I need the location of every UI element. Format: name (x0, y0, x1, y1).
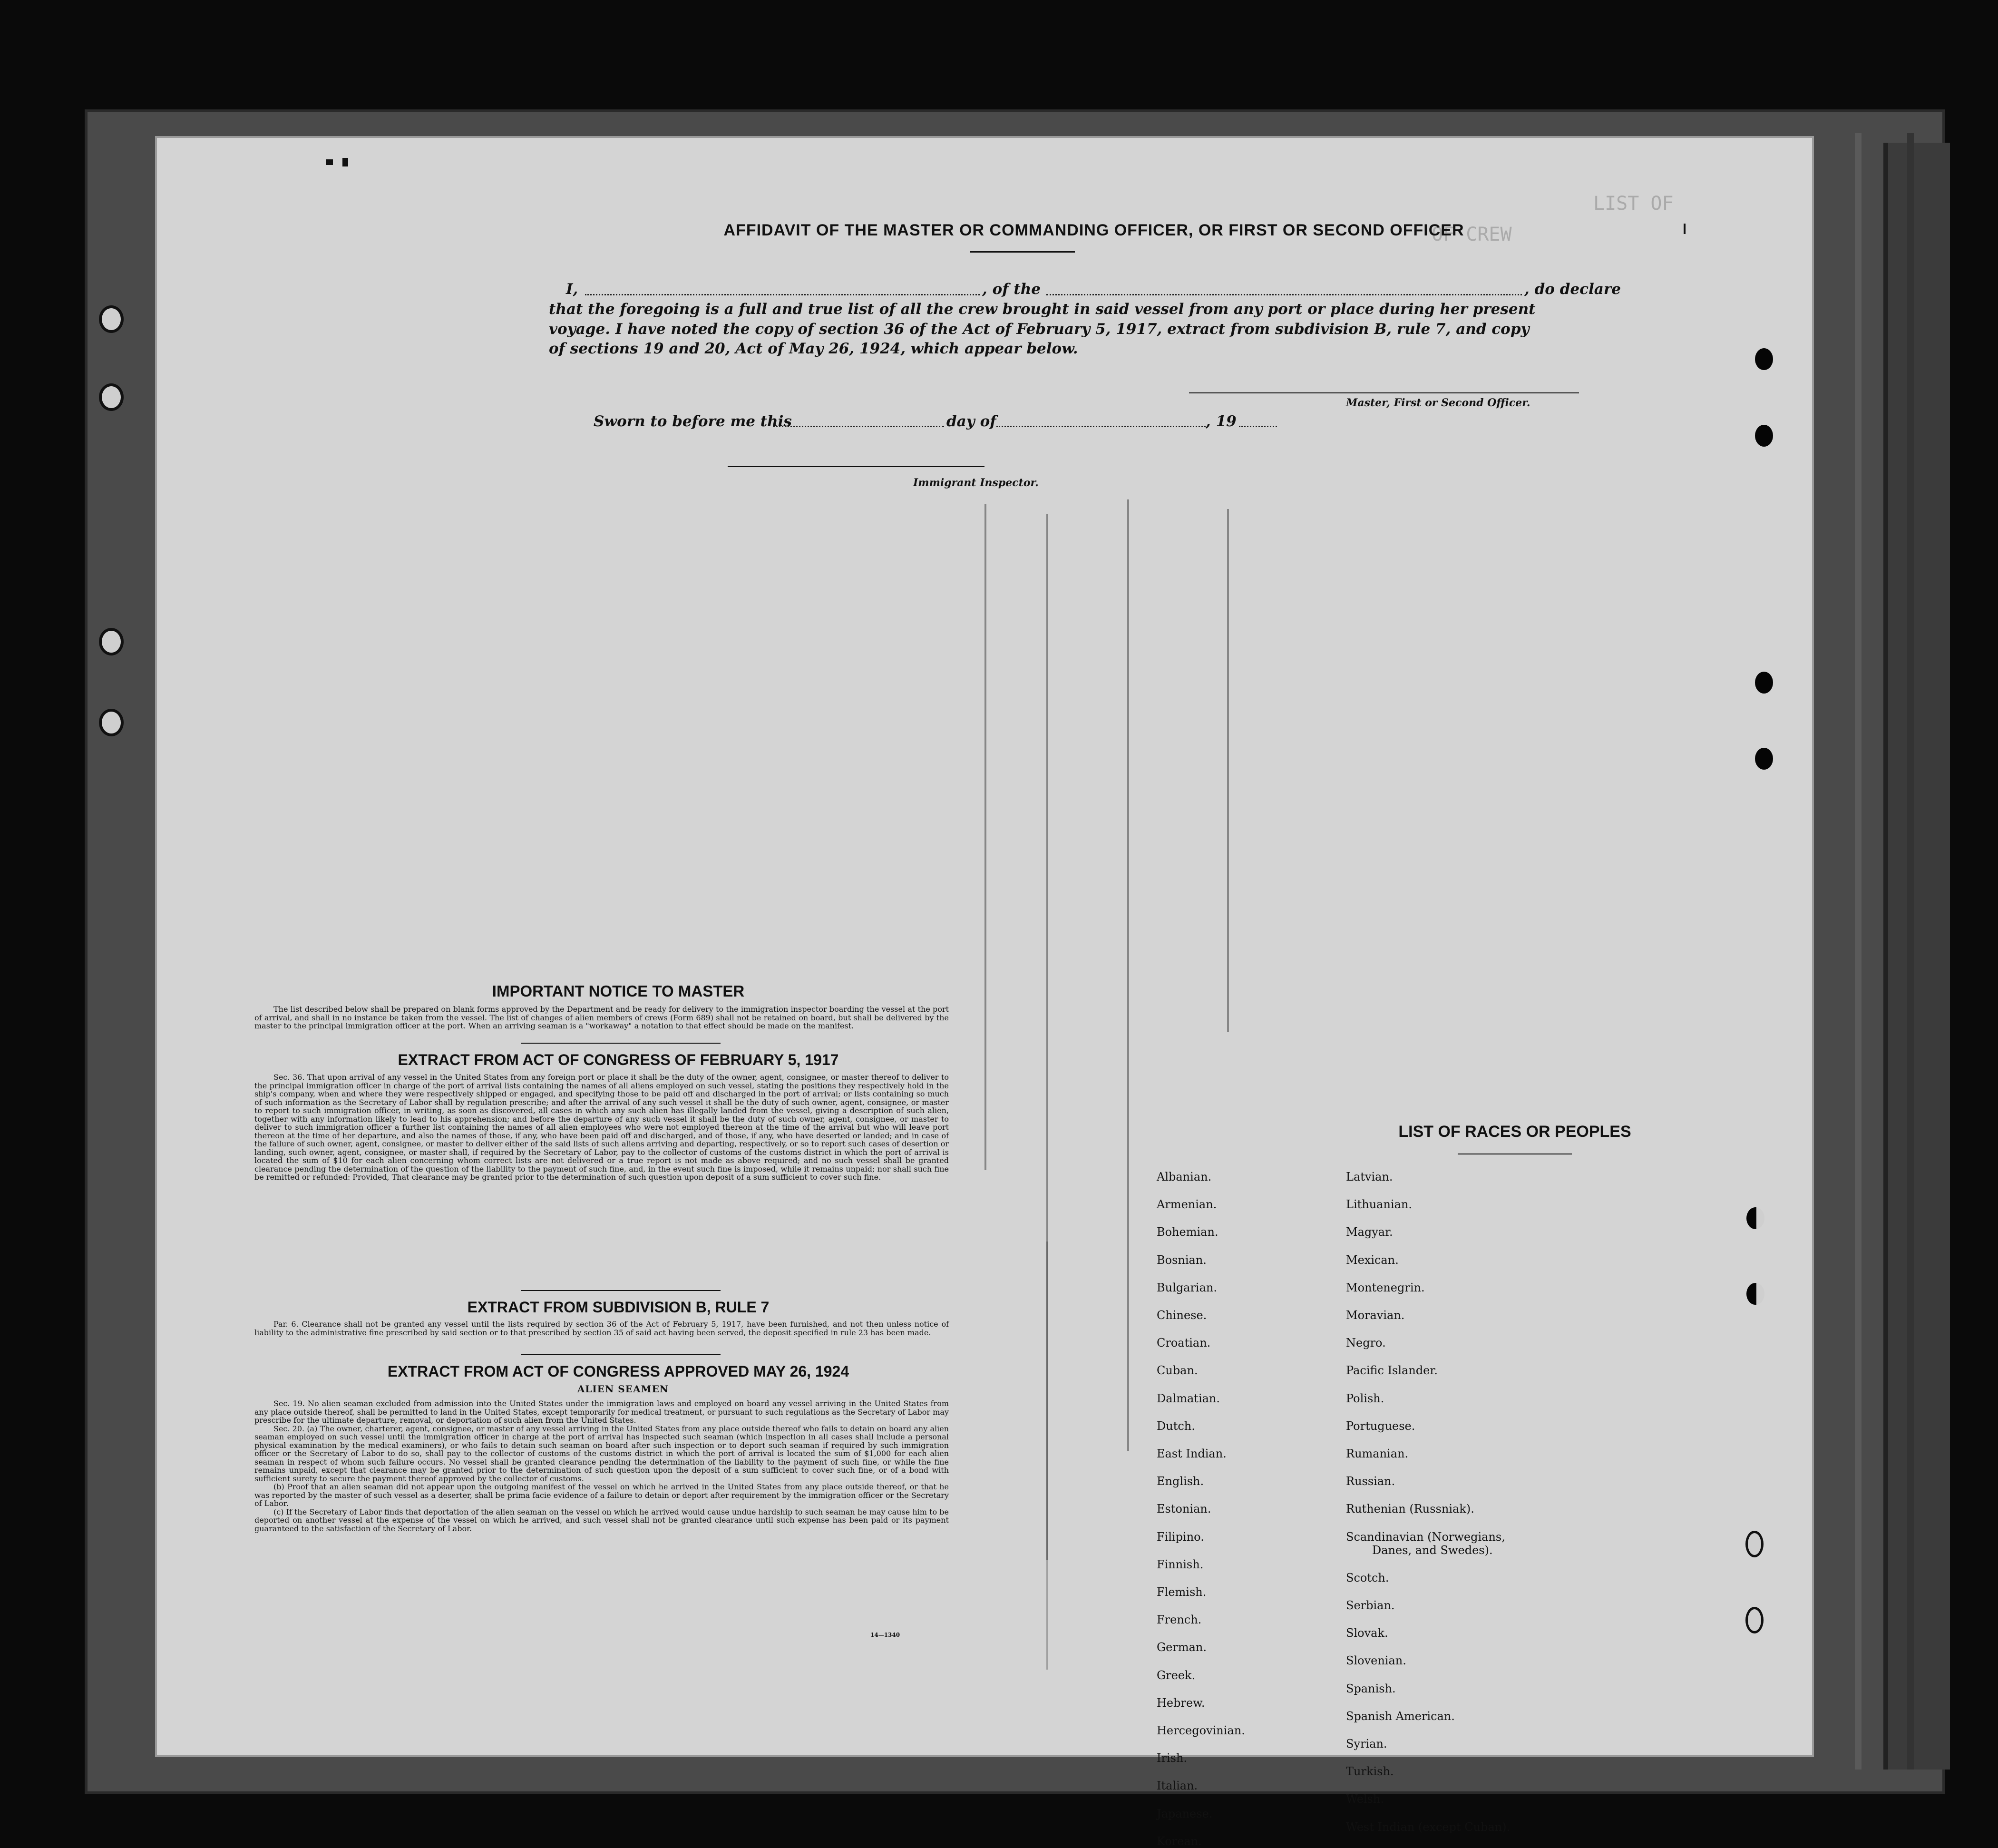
binder-hole (99, 628, 124, 655)
affidavit-line-4: of sections 19 and 20, Act of May 26, 1924, which appear below. (549, 340, 1078, 357)
race-item: Slovenian. (1346, 1654, 1406, 1668)
race-item: Serbian. (1346, 1599, 1395, 1612)
race-item: Welsh. (1346, 1792, 1384, 1806)
race-item: Japanese. (1157, 1807, 1213, 1820)
race-item: Spanish. (1346, 1682, 1396, 1695)
race-item: Flemish. (1157, 1585, 1207, 1599)
race-item: Hercegovinian. (1157, 1724, 1245, 1737)
race-item: German. (1157, 1641, 1207, 1654)
extract-1917-title: EXTRACT FROM ACT OF CONGRESS OF FEBRUARY 5, 1917 (398, 1051, 839, 1068)
extract-1924-title: EXTRACT FROM ACT OF CONGRESS APPROVED MAY 26, 1924 (387, 1363, 849, 1380)
binder-hole (1745, 1531, 1764, 1557)
race-item: Moravian. (1346, 1309, 1405, 1322)
sworn-day-blank[interactable] (773, 426, 944, 427)
race-item: Scotch. (1346, 1571, 1389, 1584)
race-item: Latvian. (1346, 1170, 1393, 1183)
race-item: Polish. (1346, 1391, 1384, 1405)
affidavit-i: I, (566, 281, 578, 298)
inspector-signature-line[interactable] (728, 466, 984, 467)
bleed-through-text: LIST OF (1593, 193, 1674, 215)
race-item: Dalmatian. (1157, 1391, 1220, 1405)
notice-title: IMPORTANT NOTICE TO MASTER (492, 982, 745, 1000)
binder-hole (1755, 672, 1773, 694)
race-item: Mexican. (1346, 1253, 1399, 1267)
race-item: West Indian (except Cuban). (1346, 1820, 1511, 1834)
race-item: Bohemian. (1157, 1225, 1218, 1239)
page-stack-edge-line (1855, 133, 1862, 1770)
binder-hole (1746, 1207, 1764, 1229)
sec-36-paragraph: Sec. 36. That upon arrival of any vessel in the United States from any foreign port or place it shall be the duty of the owner, agent, consignee, or master thereof to deliver to the principal immigration officer in charge of the port of arrival lists containing the names of all aliens employed on such vessel, stating the positions they respectively hold in the ship's company, when and where they were respectively shipped or engaged, and specifying those to be paid off and discharged in the port of arrival; or lists containing so much of such information as the Secretary of Labor shall by regulation prescribe; and after the arrival of any such vessel it shall be the duty of such owner, agent, consignee, or master to report to such immigration officer, in writing, as soon as discovered, all cases in which any such alien has illegally landed from the vessel, giving a description of such alien, together with any information likely to lead to his apprehension; and before the departure of any such vessel it shall be the duty of such owner, agent, consignee, or master to deliver to such immigration officer a further list containing the names of all alien employees who were not employed thereon at the time of the arrival but who will leave port thereon at the time of her departure, and also the names of those, if any, who have been paid off and discharged, and of those, if any, who have deserted or landed; and in case of the failure of such owner, agent, consignee, or master to deliver either of the said lists of such aliens arriving and departing, respectively, or so to report such cases of desertion or landing, such owner, agent, consignee, or master shall, if required by the Secretary of Labor, pay to the collector of customs of the customs district in which the port of arrival is located the sum of $10 for each alien concerning whom correct lists are not delivered or a true report is not made as above required; and no such vessel shall be granted clearance pending the determination of the question of the liability to the payment of such fine, and, in the event such fine is imposed, while it remains unpaid; nor shall such fine be remitted or refunded: Provided, That clearance may be granted prior to the determination of such question upon deposit of a sum sufficient to cover such fine. (254, 1073, 949, 1182)
extract-1917-body (254, 1073, 949, 1182)
divider (521, 1290, 721, 1291)
notice-body (254, 1005, 949, 1030)
title-underline (970, 251, 1075, 253)
race-item: Estonian. (1157, 1502, 1211, 1516)
ink-mark (342, 158, 348, 166)
bleed-through-rule (984, 504, 986, 1170)
sworn-day-label: day of (946, 413, 996, 430)
affidavit-title: AFFIDAVIT OF THE MASTER OR COMMANDING OFFICER, OR FIRST OR SECOND OFFICER (723, 221, 1464, 239)
race-item: Irish. (1157, 1751, 1188, 1765)
sec-20b-paragraph: (b) Proof that an alien seaman did not appear upon the outgoing manifest of the vessel on which he arrived in the United States from any place outside thereof, or that he was reported by the master of such vessel as a deserter, shall be prima facie evidence of a failure to detain or deport after requirement by the immigration officer or the Secretary of Labor. (254, 1482, 949, 1508)
bleed-through-rule (1127, 499, 1129, 1451)
binder-hole (99, 383, 124, 411)
race-item: Slovak. (1346, 1626, 1388, 1640)
master-signature-line[interactable] (1189, 392, 1579, 393)
race-item: Greek. (1157, 1668, 1196, 1682)
race-item: Armenian. (1157, 1198, 1217, 1212)
binder-hole (99, 305, 124, 333)
bleed-through-text: OF CREW (1432, 224, 1512, 245)
sec-19-paragraph: Sec. 19. No alien seaman excluded from admission into the United States under the immigration laws and employed on board any vessel arriving in the United States from any place outside thereof, shall be permitted to land in the United States, except temporarily for medical treatment, or pursuant to such regulations as the Secretary of Labor may prescribe for the ultimate departure, removal, or deportation of such alien from the United States. (254, 1399, 949, 1425)
affidavit-do-declare: , do declare (1524, 281, 1621, 298)
binder-hole (99, 709, 124, 736)
race-item: Turkish. (1346, 1765, 1394, 1779)
race-item: Danes, and Swedes). (1372, 1543, 1493, 1557)
race-item: Syrian. (1346, 1737, 1387, 1750)
race-item: Negro. (1346, 1336, 1386, 1350)
manifest-page (157, 138, 1812, 1848)
race-item: Russian. (1346, 1475, 1395, 1488)
bleed-through-rule (1046, 1242, 1048, 1670)
extract-rule7-title: EXTRACT FROM SUBDIVISION B, RULE 7 (467, 1299, 770, 1316)
sworn-year-label: , 19 (1206, 413, 1237, 430)
binder-hole (1755, 425, 1773, 447)
sworn-year-blank[interactable] (1239, 426, 1277, 427)
ink-mark (1684, 224, 1686, 234)
race-item: Portuguese. (1346, 1419, 1415, 1433)
master-signature-label: Master, First or Second Officer. (1346, 397, 1530, 409)
race-item: Montenegrin. (1346, 1281, 1425, 1294)
race-item: Cuban. (1157, 1364, 1198, 1378)
race-item: Lithuanian. (1346, 1198, 1413, 1212)
race-item: Hebrew. (1157, 1696, 1205, 1710)
page-stack-edge-line (1907, 133, 1914, 1770)
race-item: Scandinavian (Norwegians, (1346, 1530, 1505, 1544)
alien-seamen-subtitle: ALIEN SEAMEN (577, 1383, 669, 1395)
race-item: Magyar. (1346, 1225, 1393, 1239)
race-item: Croatian. (1157, 1336, 1211, 1350)
notice-paragraph: The list described below shall be prepared on blank forms approved by the Department and be ready for delivery to the immigration inspector boarding the vessel at the port of arrival, and shall in no instance be taken from the vessel. The list of changes of alien members of crews (Form 689) shall not be retained on board, but shall be delivered by the master to the principal immigration officer at the port. When an arriving seaman is a "workaway" a notation to that effect should be made on the manifest. (254, 1005, 949, 1030)
race-item: Korean. (1157, 1834, 1202, 1848)
binder-hole (1745, 1607, 1764, 1633)
sec-20a-paragraph: Sec. 20. (a) The owner, charterer, agent, consignee, or master of any vessel arriving in the United States from any place outside thereof who fails to detain on board any alien seaman employed on such vessel until the immigration officer in charge at the port of arrival has inspected such seaman (which inspection in all cases shall include a personal physical examination by the medical examiners), or who fails to detain such seaman on board after such inspection or to deport such seaman if required by such immigration officer or the Secretary of Labor to do so, shall pay to the collector of customs of the customs district in which the port of arrival is located the sum of $1,000 for each alien seaman in respect of whom such failure occurs. No vessel shall be granted clearance pending the determination of the liability to the payment of such fine, or while the fine remains unpaid, except that clearance may be granted prior to the determination of such question upon the deposit of a sum sufficient to cover such fine, or of a bond with sufficient surety to secure the payment thereof approved by the collector of customs. (254, 1424, 949, 1483)
race-item: Ruthenian (Russniak). (1346, 1502, 1474, 1516)
races-title: LIST OF RACES OR PEOPLES (1398, 1123, 1631, 1141)
page-stack-edge (1883, 143, 1950, 1770)
race-item: Bulgarian. (1157, 1281, 1217, 1294)
binder-hole (1755, 748, 1773, 770)
extract-1924-body (254, 1399, 949, 1533)
name-blank[interactable] (585, 294, 980, 295)
ink-mark (326, 159, 333, 165)
binder-hole (1755, 348, 1773, 370)
sworn-month-blank[interactable] (996, 426, 1206, 427)
bleed-through-rule (1227, 509, 1229, 1032)
divider (521, 1354, 721, 1355)
race-item: Chinese. (1157, 1309, 1207, 1322)
race-item: English. (1157, 1475, 1204, 1488)
race-item: Albanian. (1157, 1170, 1212, 1183)
race-item: Pacific Islander. (1346, 1364, 1438, 1378)
sworn-prefix: Sworn to before me this (594, 413, 792, 430)
race-item: Spanish American. (1346, 1709, 1455, 1723)
race-item: East Indian. (1157, 1447, 1227, 1460)
race-item: French. (1157, 1613, 1202, 1627)
sec-20c-paragraph: (c) If the Secretary of Labor finds that deportation of the alien seaman on the vessel on which he arrived would cause undue hardship to such seaman he may cause him to be deported on another vessel at the expense of the vessel on which he arrived, and such vessel shall not be granted clearance until such expense has been paid or its payment guaranteed to the satisfaction of the Secretary of Labor. (254, 1507, 949, 1533)
binder-hole (1746, 1283, 1764, 1305)
affidavit-of-the: , of the (982, 281, 1041, 298)
inspector-label: Immigrant Inspector. (913, 477, 1039, 489)
race-item: Finnish. (1157, 1557, 1204, 1571)
divider (521, 1043, 721, 1044)
race-item: Italian. (1157, 1779, 1198, 1793)
race-item: Filipino. (1157, 1530, 1204, 1544)
form-number: 14—1340 (870, 1632, 900, 1638)
par-6-paragraph: Par. 6. Clearance shall not be granted any vessel until the lists required by section 36 of the Act of February 5, 1917, have been furnished, and not then unless notice of liability to the administrative fine prescribed by said section or to that prescribed by section 35 of said act having been served, the deposit specified in rule 23 has been made. (254, 1320, 949, 1337)
race-item: Bosnian. (1157, 1253, 1207, 1267)
affidavit-line-2: that the foregoing is a full and true list of all the crew brought in said vessel from any port or place during her present (549, 301, 1536, 318)
vessel-blank[interactable] (1046, 294, 1522, 295)
affidavit-line-3: voyage. I have noted the copy of section 36 of the Act of February 5, 1917, extract from subdivision B, rule 7, and copy (549, 321, 1530, 338)
extract-rule7-body (254, 1320, 949, 1337)
race-item: Rumanian. (1346, 1447, 1409, 1460)
race-item: Dutch. (1157, 1419, 1195, 1433)
